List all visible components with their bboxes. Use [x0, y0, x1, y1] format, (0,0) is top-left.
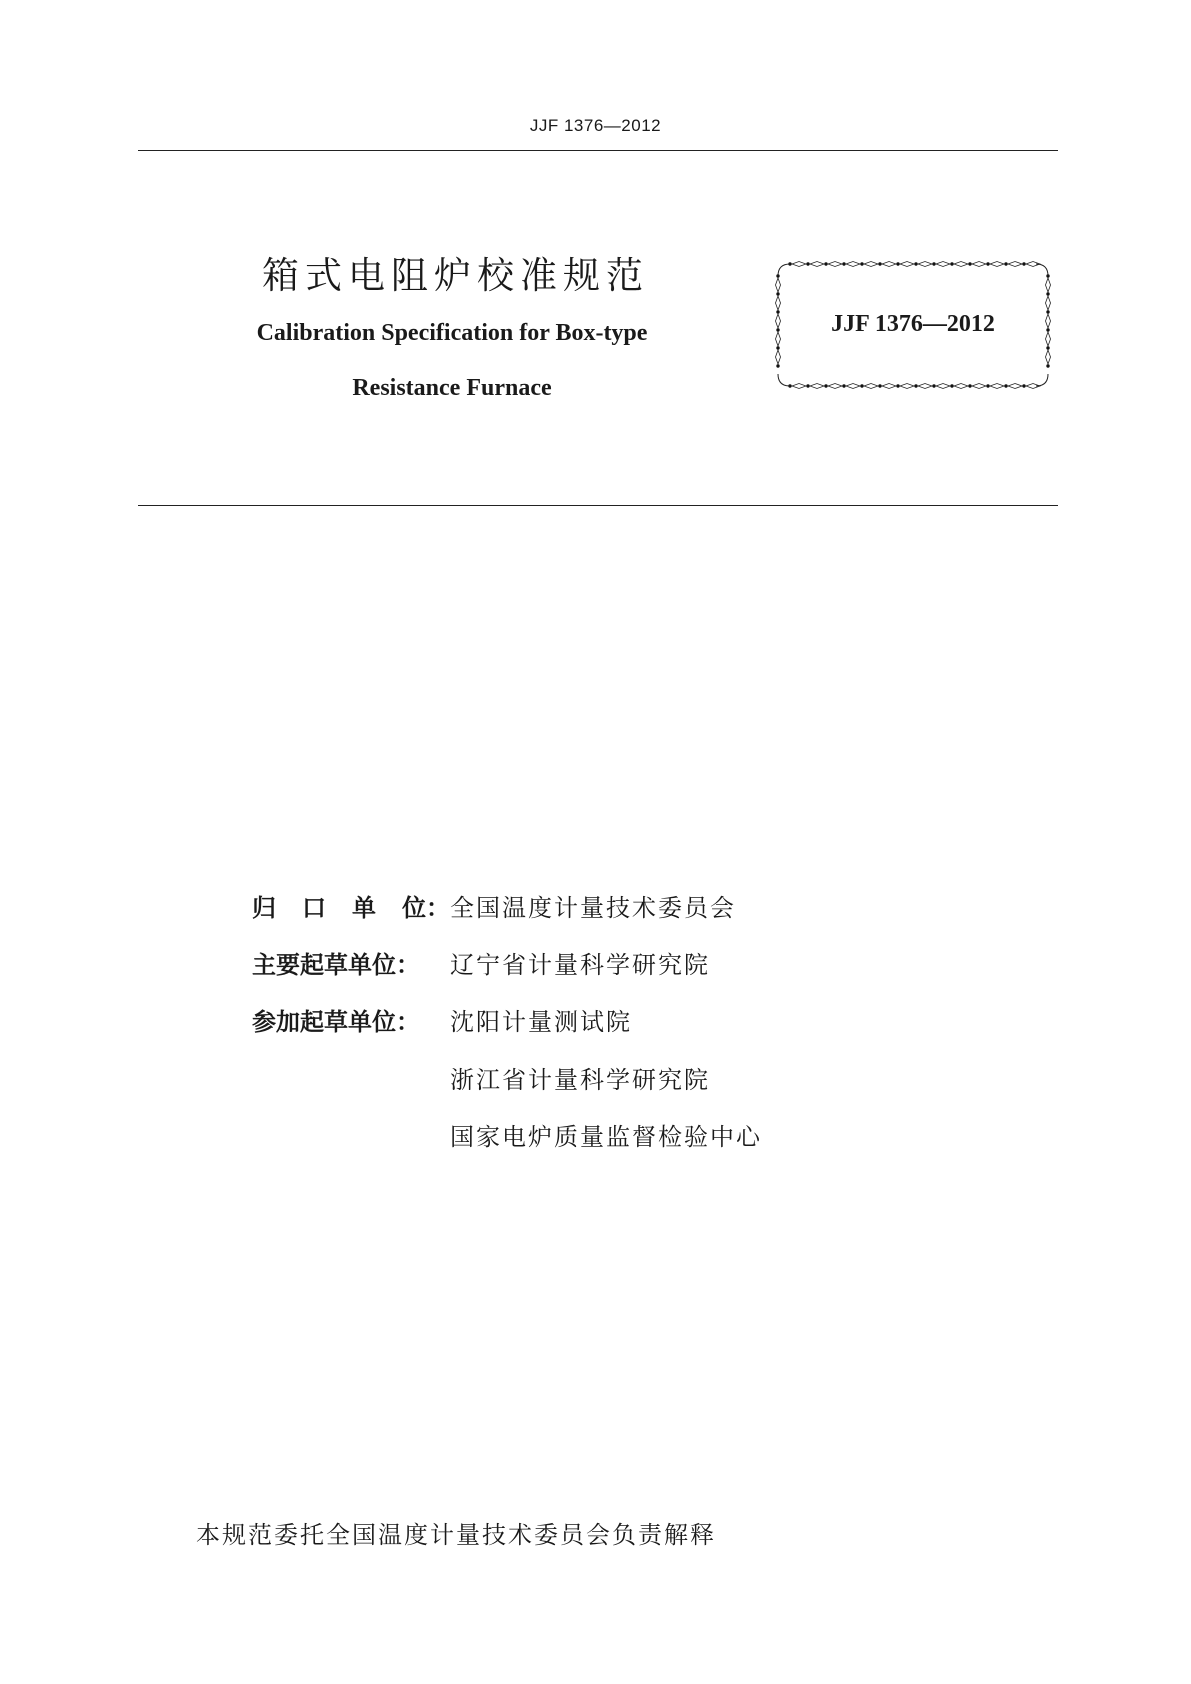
- standard-code-box-text: JJF 1376—2012: [831, 311, 995, 337]
- frame-ornament: [954, 384, 968, 389]
- interpretation-note: 本规范委托全国温度计量技术委员会负责解释: [196, 1521, 716, 1549]
- frame-ornament: [810, 384, 824, 389]
- responsible-label-char: 归: [252, 894, 276, 922]
- frame-ornament: [918, 384, 932, 389]
- responsible-label-char: 位：: [402, 894, 450, 922]
- frame-ornament: [1046, 278, 1051, 292]
- frame-ornament: [792, 384, 806, 389]
- frame-ornament: [1008, 262, 1022, 267]
- frame-ornament: [778, 374, 790, 386]
- frame-ornament: [846, 384, 860, 389]
- standard-code-box: [772, 258, 1054, 392]
- frame-ornament: [1046, 350, 1051, 364]
- responsible-unit-row: [252, 888, 736, 923]
- responsible-label-char: 口: [302, 894, 326, 922]
- frame-ornament: [900, 262, 914, 267]
- header-divider: [138, 150, 1058, 151]
- title-divider: [138, 505, 1058, 506]
- frame-ornament: [936, 262, 950, 267]
- frame-ornament: [900, 384, 914, 389]
- participating-unit-row-3: [450, 1117, 762, 1152]
- frame-ornament: [810, 262, 824, 267]
- frame-ornament: [990, 262, 1004, 267]
- title-english-line1: Calibration Specification for Box-type: [256, 320, 648, 346]
- participating-unit-value: 国家电炉质量监督检验中心: [450, 1123, 762, 1151]
- frame-ornament: [778, 264, 790, 276]
- participating-unit-value: 浙江省计量科学研究院: [450, 1066, 710, 1094]
- frame-ornament: [1008, 384, 1022, 389]
- participating-unit-row: [252, 1002, 632, 1037]
- responsible-label-char: 单: [352, 894, 376, 922]
- frame-ornament: [792, 262, 806, 267]
- frame-ornament: [776, 278, 781, 292]
- frame-ornament: [828, 384, 842, 389]
- frame-ornament: [1036, 264, 1048, 276]
- frame-ornament: [776, 350, 781, 364]
- frame-ornament: [918, 262, 932, 267]
- participating-unit-row-2: [450, 1060, 710, 1095]
- responsible-unit-value: 全国温度计量技术委员会: [450, 894, 736, 922]
- frame-ornament: [1046, 364, 1049, 367]
- frame-ornament: [1046, 296, 1051, 310]
- frame-ornament: [864, 384, 878, 389]
- main-drafting-unit-row: [252, 945, 710, 980]
- frame-ornament: [846, 262, 860, 267]
- frame-ornament: [882, 262, 896, 267]
- main-drafting-unit-value: 辽宁省计量科学研究院: [450, 951, 710, 979]
- frame-ornament: [972, 384, 986, 389]
- frame-ornament: [1036, 374, 1048, 386]
- title-english-line2: Resistance Furnace: [352, 375, 552, 401]
- frame-ornament: [954, 262, 968, 267]
- participating-unit-label: 参加起草单位：: [252, 1008, 420, 1036]
- frame-ornament: [882, 384, 896, 389]
- frame-ornament: [776, 364, 779, 367]
- participating-unit-value: 沈阳计量测试院: [450, 1008, 632, 1036]
- title-chinese: 箱式电阻炉校准规范: [262, 254, 649, 297]
- frame-ornament: [828, 262, 842, 267]
- frame-ornament: [990, 384, 1004, 389]
- frame-ornament: [972, 262, 986, 267]
- frame-ornament: [776, 296, 781, 310]
- frame-ornament: [936, 384, 950, 389]
- header-standard-code: JJF 1376—2012: [529, 116, 662, 135]
- frame-ornament: [864, 262, 878, 267]
- responsible-unit-label: [252, 888, 450, 923]
- main-drafting-unit-label: 主要起草单位：: [252, 951, 420, 979]
